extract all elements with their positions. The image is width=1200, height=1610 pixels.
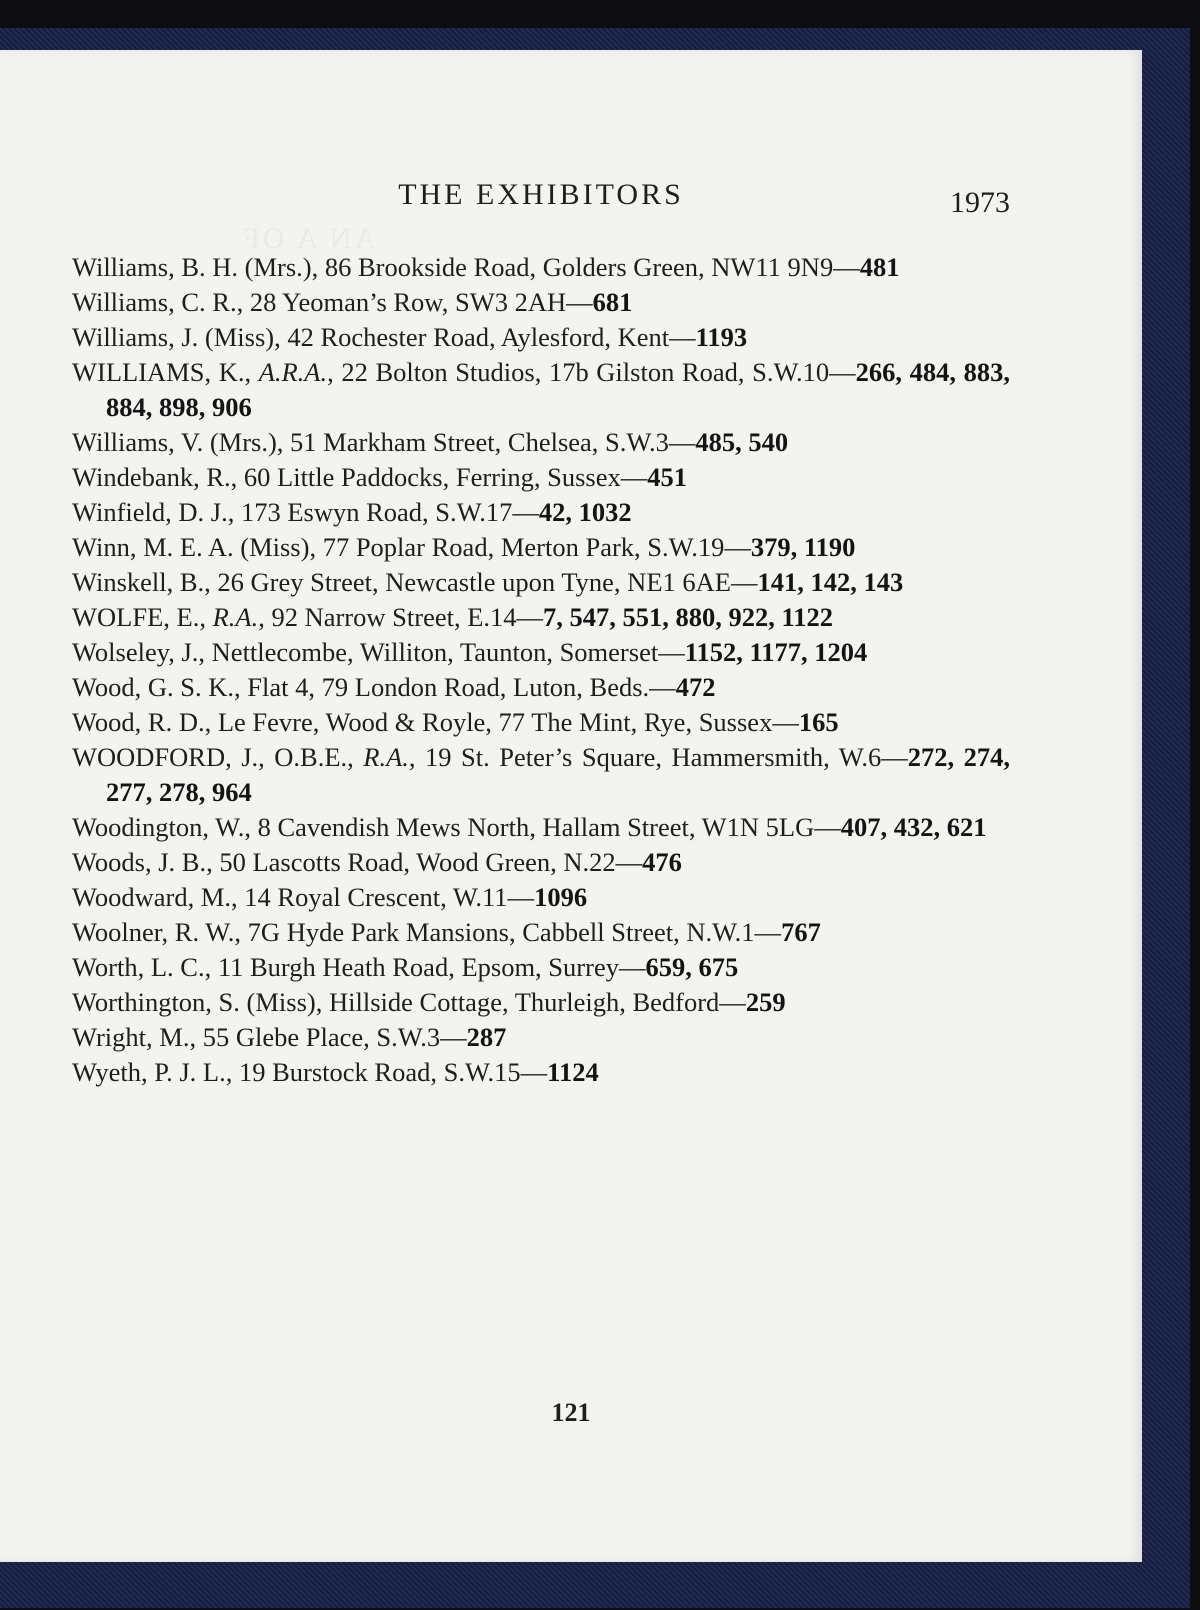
entry-catalogue-numbers: 259	[745, 987, 786, 1017]
exhibitor-entry	[72, 810, 1010, 845]
entry-catalogue-numbers: 272, 274, 277, 278, 964	[106, 742, 1010, 807]
page-number: 121	[551, 1398, 591, 1427]
exhibitor-entry	[72, 1055, 1010, 1090]
exhibitor-entry	[72, 985, 1010, 1020]
entry-name-address: Woodington, W., 8 Cavendish Mews North, Hallam Street, W1N 5LG—	[72, 812, 841, 842]
entry-name-address: Winn, M. E. A. (Miss), 77 Poplar Road, Merton Park, S.W.19—	[72, 532, 751, 562]
entry-name-address: Winfield, D. J., 173 Eswyn Road, S.W.17—	[72, 497, 539, 527]
entry-catalogue-numbers: 472	[675, 672, 716, 702]
entry-name-address: Williams, C. R., 28 Yeoman’s Row, SW3 2AH—	[72, 287, 593, 317]
entry-honour: R.A.	[363, 742, 409, 772]
page-year: 1973	[950, 186, 1010, 219]
entry-catalogue-numbers: 141, 142, 143	[757, 567, 904, 597]
exhibitor-entry	[72, 670, 1010, 705]
entry-honour: A.R.A.	[258, 357, 328, 387]
exhibitor-entry	[72, 1020, 1010, 1055]
entry-name-address: Windebank, R., 60 Little Paddocks, Ferring, Sussex—	[72, 462, 648, 492]
entry-catalogue-numbers: 42, 1032	[538, 497, 632, 527]
entry-name-address: Woods, J. B., 50 Lascotts Road, Wood Green, N.22—	[72, 847, 643, 877]
exhibitor-entry	[72, 285, 1010, 320]
entry-honour: R.A.	[212, 602, 259, 632]
entry-name-address: Winskell, B., 26 Grey Street, Newcastle upon Tyne, NE1 6AE—	[72, 567, 758, 597]
entry-catalogue-numbers: 407, 432, 621	[840, 812, 987, 842]
entry-name-address: Williams, B. H. (Mrs.), 86 Brookside Road, Golders Green, NW11 9N9—	[72, 252, 860, 282]
entry-name-address: Wolseley, J., Nettlecombe, Williton, Taunton, Somerset—	[72, 637, 685, 667]
entry-name-address: Wyeth, P. J. L., 19 Burstock Road, S.W.15—	[72, 1057, 548, 1087]
entry-name-address: Woodward, M., 14 Royal Crescent, W.11—	[72, 882, 535, 912]
entry-name-address: Wood, G. S. K., Flat 4, 79 London Road, Luton, Beds.—	[72, 672, 676, 702]
entry-catalogue-numbers: 379, 1190	[750, 532, 856, 562]
entry-name-address: Wood, R. D., Le Fevre, Wood & Royle, 77 The Mint, Rye, Sussex—	[72, 707, 799, 737]
exhibitor-entry	[72, 495, 1010, 530]
entry-address: , 22 Bolton Studios, 17b Gilston Road, S.W.10—	[327, 357, 856, 387]
entry-name-address: Worthington, S. (Miss), Hillside Cottage, Thurleigh, Bedford—	[72, 987, 746, 1017]
bleed-through-text: AN A OF	[240, 222, 377, 255]
entry-catalogue-numbers: 659, 675	[645, 952, 739, 982]
entry-catalogue-numbers: 287	[466, 1022, 507, 1052]
entry-catalogue-numbers: 7, 547, 551, 880, 922, 1122	[543, 602, 834, 632]
entry-name-address: WOODFORD, J., O.B.E.,	[72, 742, 364, 772]
page-title: THE EXHIBITORS	[398, 178, 684, 211]
exhibitor-entry	[72, 250, 1010, 285]
entry-name-address: Woolner, R. W., 7G Hyde Park Mansions, Cabbell Street, N.W.1—	[72, 917, 782, 947]
entry-catalogue-numbers: 767	[781, 917, 821, 947]
entry-catalogue-numbers: 681	[592, 287, 633, 317]
exhibitor-entry	[72, 915, 1010, 950]
exhibitor-entry	[72, 740, 1010, 810]
entry-catalogue-numbers: 451	[647, 462, 687, 492]
exhibitor-list	[72, 250, 1010, 1090]
exhibitor-entry	[72, 600, 1010, 635]
entry-name-address: WILLIAMS, K.,	[72, 357, 259, 387]
exhibitor-entry	[72, 880, 1010, 915]
exhibitor-entry	[72, 460, 1010, 495]
entry-catalogue-numbers: 481	[859, 252, 900, 282]
entry-catalogue-numbers: 476	[642, 847, 682, 877]
exhibitor-entry	[72, 950, 1010, 985]
entry-name-address: Worth, L. C., 11 Burgh Heath Road, Epsom, Surrey—	[72, 952, 646, 982]
exhibitor-entry	[72, 705, 1010, 740]
entry-name-address: WOLFE, E.,	[72, 602, 213, 632]
entry-catalogue-numbers: 1124	[547, 1057, 599, 1087]
exhibitor-entry	[72, 635, 1010, 670]
exhibitor-entry	[72, 530, 1010, 565]
entry-name-address: Wright, M., 55 Glebe Place, S.W.3—	[72, 1022, 467, 1052]
entry-catalogue-numbers: 485, 540	[695, 427, 789, 457]
entry-catalogue-numbers: 1096	[534, 882, 588, 912]
exhibitor-entry	[72, 565, 1010, 600]
entry-catalogue-numbers: 1152, 1177, 1204	[684, 637, 868, 667]
entry-address: , 19 St. Peter’s Square, Hammersmith, W.6—	[408, 742, 908, 772]
entry-catalogue-numbers: 1193	[695, 322, 748, 352]
entry-name-address: Williams, J. (Miss), 42 Rochester Road, Aylesford, Kent—	[72, 322, 696, 352]
exhibitor-entry	[72, 425, 1010, 460]
entry-name-address: Williams, V. (Mrs.), 51 Markham Street, Chelsea, S.W.3—	[72, 427, 696, 457]
page-header	[72, 178, 1010, 222]
entry-catalogue-numbers: 266, 484, 883, 884, 898, 906	[106, 357, 1010, 422]
exhibitor-entry	[72, 355, 1010, 425]
exhibitor-entry	[72, 320, 1010, 355]
exhibitor-entry	[72, 845, 1010, 880]
entry-address: , 92 Narrow Street, E.14—	[258, 602, 544, 632]
entry-catalogue-numbers: 165	[798, 707, 839, 737]
